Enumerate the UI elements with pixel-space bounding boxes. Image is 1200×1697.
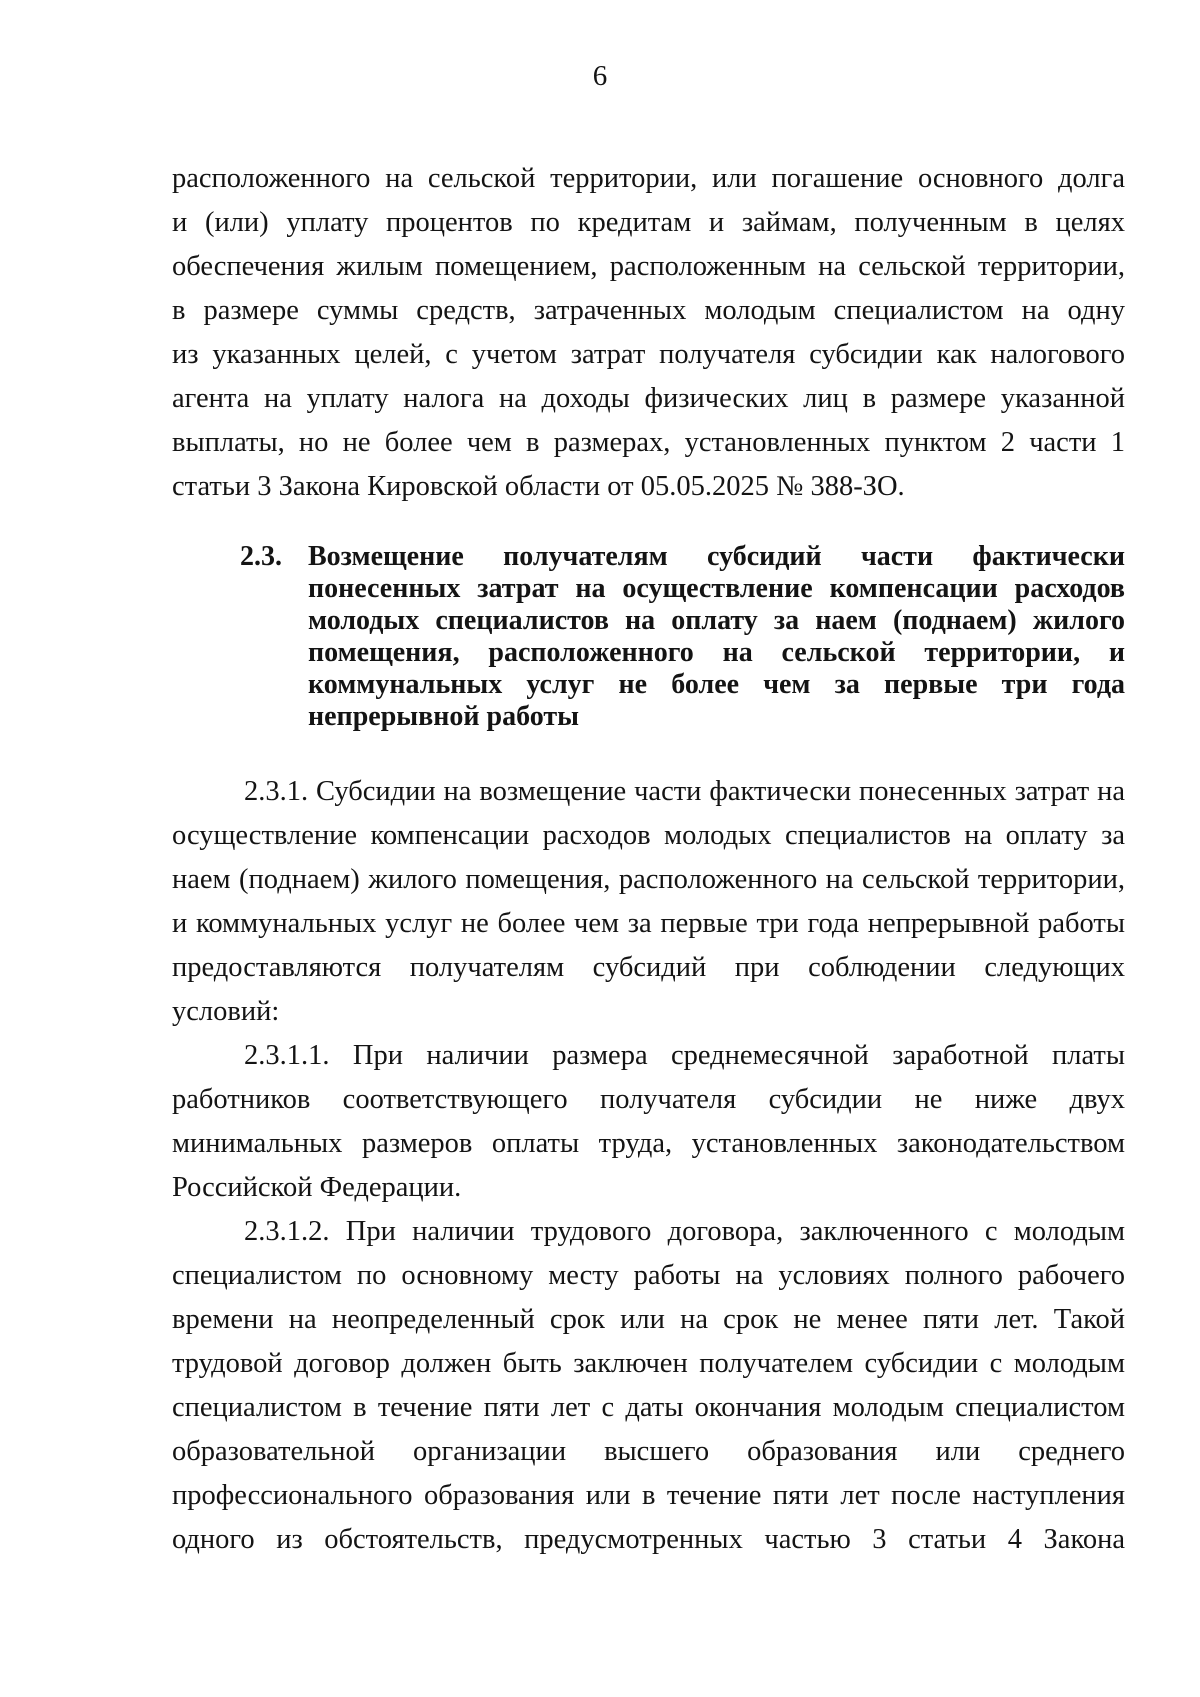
paragraph-2-3-1-2 <box>172 1210 1125 1562</box>
paragraph-line: из указанных целей, с учетом затрат получателя субсидии как налогового <box>172 339 1125 370</box>
paragraph-line: предоставляются получателям субсидий при соблюдении следующих <box>172 952 1125 983</box>
paragraph-line: Российской Федерации. <box>172 1172 462 1203</box>
paragraph-line: образовательной организации высшего образования или среднего <box>172 1436 1125 1467</box>
paragraph-line: в размере суммы средств, затраченных молодым специалистом на одну <box>172 295 1125 326</box>
paragraph-line: статьи 3 Закона Кировской области от 05.05.2025 № 388-ЗО. <box>172 471 905 502</box>
heading-line: помещения, расположенного на сельской территории, и <box>308 637 1125 668</box>
heading-line: Возмещение получателям субсидий части фактически <box>308 541 1125 572</box>
paragraph-line: выплаты, но не более чем в размерах, установленных пунктом 2 части 1 <box>172 427 1125 458</box>
paragraph-line: и коммунальных услуг не более чем за первые три года непрерывной работы <box>172 908 1125 939</box>
paragraph-line: минимальных размеров оплаты труда, установленных законодательством <box>172 1128 1125 1159</box>
section-body <box>172 770 1125 1562</box>
paragraph-line: наем (поднаем) жилого помещения, расположенного на сельской территории, <box>172 864 1125 895</box>
continued-paragraph <box>172 157 1125 509</box>
section-number: 2.3. <box>240 541 282 572</box>
paragraph-line: специалистом в течение пяти лет с даты окончания молодым специалистом <box>172 1392 1125 1423</box>
paragraph-line: 2.3.1.2. При наличии трудового договора, заключенного с молодым <box>244 1216 1125 1247</box>
paragraph-line: трудовой договор должен быть заключен получателем субсидии с молодым <box>172 1348 1125 1379</box>
page-number: 6 <box>592 60 608 92</box>
paragraph-2-3-1-1 <box>172 1034 1125 1210</box>
paragraph-line: времени на неопределенный срок или на срок не менее пяти лет. Такой <box>172 1304 1125 1335</box>
paragraph-line: условий: <box>172 996 280 1027</box>
paragraph-line: и (или) уплату процентов по кредитам и займам, полученным в целях <box>172 207 1125 238</box>
paragraph-2-3-1 <box>172 770 1125 1034</box>
paragraph-line: обеспечения жилым помещением, расположенным на сельской территории, <box>172 251 1125 282</box>
paragraph-line: агента на уплату налога на доходы физических лиц в размере указанной <box>172 383 1125 414</box>
paragraph-line: профессионального образования или в течение пяти лет после наступления <box>172 1480 1125 1511</box>
paragraph-line: работников соответствующего получателя субсидии не ниже двух <box>172 1084 1125 1115</box>
heading-line: непрерывной работы <box>308 701 579 732</box>
paragraph-line: 2.3.1. Субсидии на возмещение части фактически понесенных затрат на <box>244 776 1125 807</box>
paragraph-line: 2.3.1.1. При наличии размера среднемесячной заработной платы <box>244 1040 1125 1071</box>
heading-line: молодых специалистов на оплату за наем (поднаем) жилого <box>308 605 1125 636</box>
heading-line: коммунальных услуг не более чем за первые три года <box>308 669 1125 700</box>
paragraph-line: специалистом по основному месту работы на условиях полного рабочего <box>172 1260 1125 1291</box>
paragraph-line: осуществление компенсации расходов молодых специалистов на оплату за <box>172 820 1125 851</box>
section-heading-text <box>308 541 1125 733</box>
heading-line: понесенных затрат на осуществление компенсации расходов <box>308 573 1125 604</box>
paragraph-line: одного из обстоятельств, предусмотренных частью 3 статьи 4 Закона <box>172 1524 1125 1555</box>
paragraph-line: расположенного на сельской территории, или погашение основного долга <box>172 163 1125 194</box>
